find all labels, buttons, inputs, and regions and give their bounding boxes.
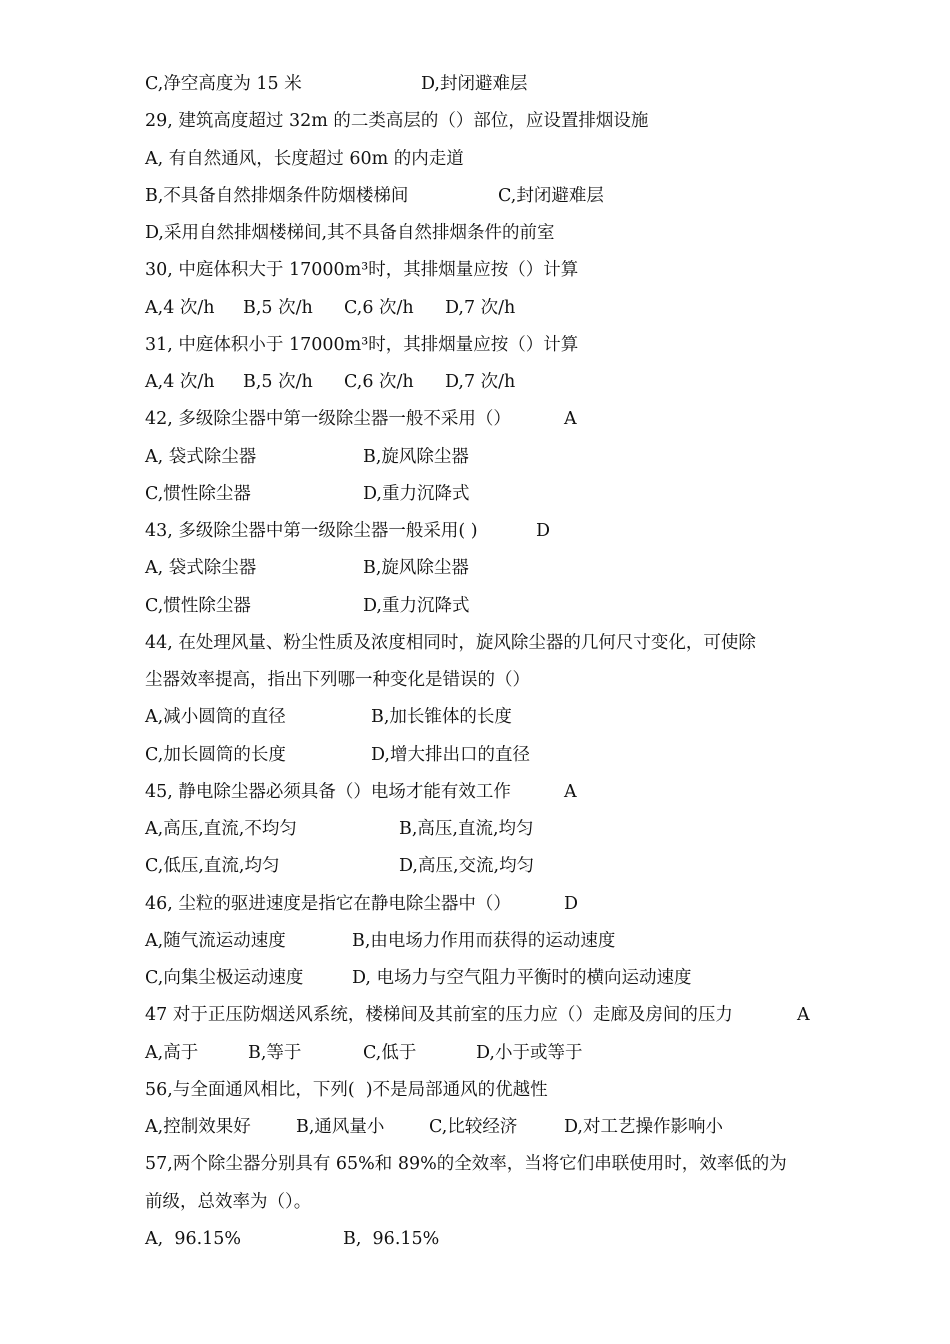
line-option: B,由电场力作用而获得的运动速度 <box>352 930 616 951</box>
line-option: B,旋风除尘器 <box>363 446 469 467</box>
line-text: 尘器效率提高，指出下列哪一种变化是错误的（） <box>145 670 530 690</box>
text-line <box>145 103 825 140</box>
line-text: 56,与全面通风相比，下列( )不是局部通风的优越性 <box>145 1079 548 1100</box>
line-option: B,旋风除尘器 <box>363 558 469 579</box>
line-option: D,封闭避难层 <box>421 74 528 94</box>
line-text: D,采用自然排烟楼梯间,其不具备自然排烟条件的前室 <box>145 223 555 243</box>
line-option: C,6 次/h <box>344 372 414 392</box>
line-option: B,5 次/h <box>243 297 313 318</box>
line-option: D <box>564 893 579 914</box>
text-line <box>145 141 825 178</box>
line-option: B,5 次/h <box>243 372 313 392</box>
line-option: C,封闭避难层 <box>498 185 604 206</box>
line-text: 43, 多级除尘器中第一级除尘器一般采用( ) <box>145 521 478 541</box>
line-text: 29, 建筑高度超过 32m 的二类高层的（）部位，应设置排烟设施 <box>145 111 649 132</box>
text-line <box>145 1109 825 1146</box>
line-text: A, 袋式除尘器 <box>145 446 257 467</box>
line-text: A,减小圆筒的直径 <box>145 707 286 728</box>
line-option: D,增大排出口的直径 <box>371 744 530 765</box>
text-line <box>145 178 825 215</box>
line-text: A,高于 <box>145 1042 199 1063</box>
line-option: C,比较经济 <box>429 1117 518 1137</box>
line-option: D,7 次/h <box>445 372 516 392</box>
line-option: D,对工艺操作影响小 <box>564 1117 723 1137</box>
line-option: D,重力沉降式 <box>363 483 470 504</box>
line-option: D,重力沉降式 <box>363 595 470 616</box>
text-line <box>145 252 825 289</box>
text-line <box>145 215 825 252</box>
text-line <box>145 960 825 997</box>
line-option: A <box>797 1005 810 1026</box>
line-option: B,等于 <box>248 1042 302 1063</box>
line-text: 31, 中庭体积小于 17000m³时，其排烟量应按（）计算 <box>145 334 579 355</box>
text-line <box>145 811 825 848</box>
text-line <box>145 1035 825 1072</box>
line-text: 45, 静电除尘器必须具备（）电场才能有效工作 <box>145 781 511 802</box>
text-line <box>145 66 825 103</box>
line-text: C,加长圆筒的长度 <box>145 744 286 765</box>
line-text: A,4 次/h <box>145 372 215 392</box>
text-line <box>145 662 825 699</box>
line-text: C,惯性除尘器 <box>145 483 251 504</box>
text-line <box>145 513 825 550</box>
line-text: B,不具备自然排烟条件防烟楼梯间 <box>145 185 409 206</box>
text-line <box>145 327 825 364</box>
line-option: B, 96.15% <box>343 1228 440 1249</box>
text-line <box>145 923 825 960</box>
text-line <box>145 401 825 438</box>
line-text: A,高压,直流,不均匀 <box>145 819 297 839</box>
text-line <box>145 774 825 811</box>
line-option: D,高压,交流,均匀 <box>399 856 535 877</box>
text-line <box>145 625 825 662</box>
text-line <box>145 1072 825 1109</box>
line-option: C,6 次/h <box>344 297 414 318</box>
line-text: A,随气流运动速度 <box>145 930 286 951</box>
line-text: A, 袋式除尘器 <box>145 558 257 579</box>
text-line <box>145 476 825 513</box>
line-option: A <box>564 409 577 430</box>
line-option: C,低于 <box>363 1042 417 1063</box>
text-line <box>145 588 825 625</box>
text-line <box>145 737 825 774</box>
question-text-block <box>145 66 825 1258</box>
line-text: 前级，总效率为（）。 <box>145 1191 312 1212</box>
line-text: 57,两个除尘器分别具有 65%和 89%的全效率，当将它们串联使用时，效率低的为 <box>145 1154 787 1175</box>
line-text: 30, 中庭体积大于 17000m³时，其排烟量应按（）计算 <box>145 260 579 281</box>
text-line <box>145 550 825 587</box>
text-line <box>145 1146 825 1183</box>
text-line <box>145 886 825 923</box>
text-line <box>145 439 825 476</box>
line-text: A, 有自然通风，长度超过 60m 的内走道 <box>145 148 464 169</box>
line-option: B,高压,直流,均匀 <box>399 819 534 839</box>
line-text: A,控制效果好 <box>145 1117 251 1137</box>
line-text: 44, 在处理风量、粉尘性质及浓度相同时，旋风除尘器的几何尺寸变化，可使除 <box>145 632 756 653</box>
line-text: C,惯性除尘器 <box>145 595 251 616</box>
line-option: B,通风量小 <box>296 1117 385 1137</box>
text-line <box>145 848 825 885</box>
text-line <box>145 290 825 327</box>
text-line <box>145 1221 825 1258</box>
line-text: 46, 尘粒的驱进速度是指它在静电除尘器中（） <box>145 893 511 914</box>
line-option: D <box>536 521 551 541</box>
text-line <box>145 699 825 736</box>
line-option: D, 电场力与空气阻力平衡时的横向运动速度 <box>352 968 692 988</box>
text-line <box>145 1184 825 1221</box>
line-option: D,小于或等于 <box>476 1042 583 1063</box>
line-text: C,向集尘极运动速度 <box>145 968 304 988</box>
line-option: B,加长锥体的长度 <box>371 707 512 728</box>
line-text: C,低压,直流,均匀 <box>145 856 280 877</box>
line-text: 42, 多级除尘器中第一级除尘器一般不采用（） <box>145 409 511 430</box>
line-text: A, 96.15% <box>145 1228 242 1249</box>
line-text: A,4 次/h <box>145 297 215 318</box>
line-text: 47 对于正压防烟送风系统，楼梯间及其前室的压力应（）走廊及房间的压力 <box>145 1005 733 1026</box>
line-option: A <box>564 781 577 802</box>
text-line <box>145 997 825 1034</box>
line-option: D,7 次/h <box>445 297 516 318</box>
line-text: C,净空高度为 15 米 <box>145 74 302 94</box>
text-line <box>145 364 825 401</box>
